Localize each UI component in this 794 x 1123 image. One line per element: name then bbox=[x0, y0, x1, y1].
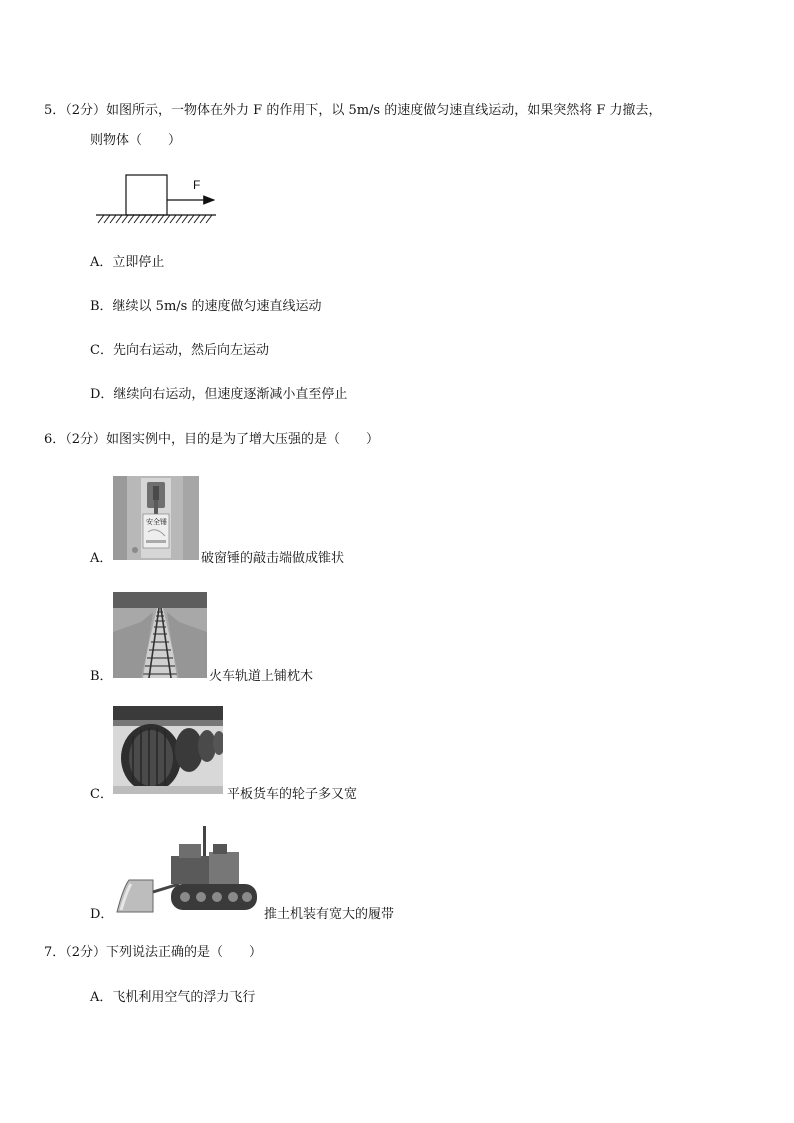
q7-option-a: A．飞机利用空气的浮力飞行 bbox=[90, 990, 256, 1005]
q6-option-b-letter: B． bbox=[90, 669, 113, 684]
truck-wheels-photo bbox=[113, 706, 223, 794]
q6-option-a-caption: 破窗锤的敲击端做成锥状 bbox=[201, 551, 345, 566]
q6-option-d-letter: D． bbox=[90, 907, 114, 922]
q6-option-a-letter: A． bbox=[90, 551, 113, 566]
ground-hatch bbox=[98, 215, 212, 223]
q5-stem-line2: 则物体（ ） bbox=[90, 133, 182, 148]
q5-option-c: C．先向右运动，然后向左运动 bbox=[90, 343, 269, 358]
block bbox=[126, 175, 167, 215]
q5-option-b: B．继续以 5m/s 的速度做匀速直线运动 bbox=[90, 299, 322, 314]
q5-option-a: A．立即停止 bbox=[90, 255, 165, 270]
q5-force-diagram bbox=[92, 170, 222, 228]
q6-option-b-caption: 火车轨道上铺枕木 bbox=[209, 669, 314, 684]
q6-option-c-letter: C． bbox=[90, 787, 113, 802]
q7-stem: 7．（2分）下列说法正确的是（ ） bbox=[44, 945, 263, 960]
q5-option-d: D．继续向右运动，但速度逐渐减小直至停止 bbox=[90, 387, 348, 402]
svg-text:安全锤: 安全锤 bbox=[146, 518, 167, 526]
bulldozer-photo bbox=[113, 822, 261, 916]
safety-hammer-photo bbox=[113, 476, 199, 560]
q6-stem: 6．（2分）如图实例中，目的是为了增大压强的是（ ） bbox=[44, 432, 380, 447]
railway-track-photo bbox=[113, 592, 207, 678]
q6-option-c-caption: 平板货车的轮子多又宽 bbox=[227, 787, 358, 802]
force-label: F bbox=[193, 178, 201, 192]
q6-option-d-caption: 推土机装有宽大的履带 bbox=[264, 907, 395, 922]
q5-stem-line1: 5．（2分）如图所示，一物体在外力 F 的作用下，以 5m/s 的速度做匀速直线运动，如果突然将 F 力撤去， bbox=[44, 103, 662, 118]
